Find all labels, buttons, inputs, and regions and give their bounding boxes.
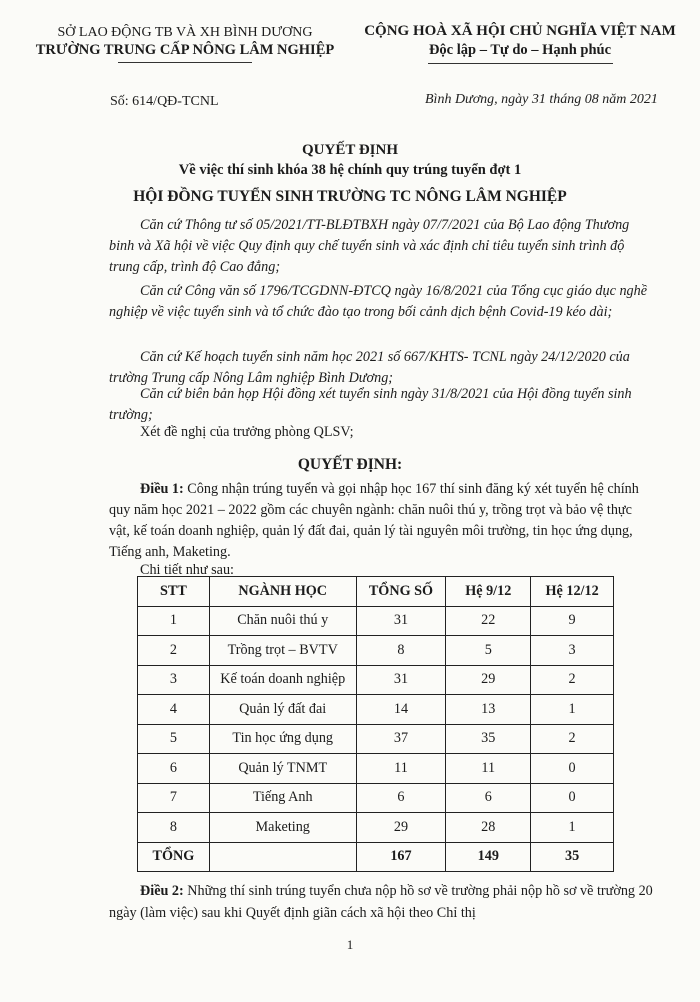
article-2-text: Những thí sinh trúng tuyển chưa nộp hồ sơ về trường phải nộp hồ sơ về trường 20 ngày (làm việc) sau khi Quyết định giãn cách xã hội theo Chỉ thị (109, 883, 653, 921)
article-1 (109, 479, 654, 563)
cell-major: Maketing (209, 813, 356, 843)
cell-12-12: 1 (531, 813, 614, 843)
proposal-line: Xét đề nghị của trưởng phòng QLSV; (140, 424, 354, 440)
cell-stt: 1 (138, 606, 210, 636)
cell-12-12: 1 (531, 695, 614, 725)
national-header (345, 22, 695, 60)
issuing-authority (30, 24, 340, 59)
cell-9-12: 6 (446, 783, 531, 813)
cell-major: Tiếng Anh (209, 783, 356, 813)
cell-9-12: 35 (446, 724, 531, 754)
table-row (138, 783, 614, 813)
decision-heading: QUYẾT ĐỊNH: (297, 456, 403, 473)
cell-total: 29 (356, 813, 446, 843)
cell-12-12: 3 (531, 636, 614, 666)
decision-title: QUYẾT ĐỊNH (302, 142, 398, 158)
agency-name: SỞ LAO ĐỘNG TB VÀ XH BÌNH DƯƠNG (57, 25, 313, 40)
cell-9-12: 22 (446, 606, 531, 636)
detail-label: Chi tiết như sau: (140, 562, 234, 578)
cell-major: Trồng trọt – BVTV (209, 636, 356, 666)
cell-9-12: 11 (446, 754, 531, 784)
cell-major: Quản lý TNMT (209, 754, 356, 784)
cell-stt: 5 (138, 724, 210, 754)
table-row (138, 754, 614, 784)
article-2 (109, 880, 654, 924)
enrollment-table (137, 576, 614, 872)
table-header-row (138, 577, 614, 607)
basis-paragraph: Căn cứ Công văn số 1796/TCGDNN-ĐTCQ ngày 16/8/2021 của Tổng cục giáo dục nghề nghiệp về việc tuyển sinh và tổ chức đào tạo trong bối cảnh dịch bệnh Covid-19 kéo dài; (109, 283, 648, 320)
cell-9-12: 28 (446, 813, 531, 843)
article-1-text: Công nhận trúng tuyển và gọi nhập học 167 thí sinh đăng ký xét tuyển hệ chính quy năm học 2021 – 2022 gồm các chuyên ngành: chăn nuôi thú y, trồng trọt và bảo vệ thực vật, kế toán doanh nghiệp, quản lý đất đai, quản lý tài nguyên môi trường, tin học ứng dụng, Tiếng anh, Maketing. (109, 481, 639, 560)
total-count: 167 (356, 842, 446, 872)
cell-major: Quản lý đất đai (209, 695, 356, 725)
table-row (138, 695, 614, 725)
basis-paragraph: Căn cứ Kế hoạch tuyển sinh năm học 2021 số 667/KHTS- TCNL ngày 24/12/2020 của trường Trung cấp Nông Lâm nghiệp Bình Dương; (109, 349, 630, 386)
basis-paragraph: Căn cứ biên bản họp Hội đồng xét tuyển sinh ngày 31/8/2021 của Hội đồng tuyển sinh trường; (109, 386, 632, 423)
decision-subject: Về việc thí sinh khóa 38 hệ chính quy trúng tuyển đợt 1 (178, 162, 522, 178)
total-9-12: 149 (446, 842, 531, 872)
basis-paragraph: Căn cứ Thông tư số 05/2021/TT-BLĐTBXH ngày 07/7/2021 của Bộ Lao động Thương binh và Xã hội về việc Quy định quy chế tuyển sinh và xác định chỉ tiêu tuyển sinh trình độ trung cấp, trình độ Cao đẳng; (109, 217, 630, 275)
article-2-label: Điều 2: (140, 883, 184, 899)
cell-total: 6 (356, 783, 446, 813)
header-9-12: Hệ 9/12 (446, 577, 531, 607)
total-12-12: 35 (531, 842, 614, 872)
cell-major: Kế toán doanh nghiệp (209, 665, 356, 695)
table-row (138, 665, 614, 695)
cell-total: 14 (356, 695, 446, 725)
table-row (138, 724, 614, 754)
cell-stt: 7 (138, 783, 210, 813)
header-12-12: Hệ 12/12 (531, 577, 614, 607)
article-1-label: Điều 1: (140, 481, 184, 497)
cell-12-12: 2 (531, 724, 614, 754)
cell-12-12: 0 (531, 783, 614, 813)
total-label: TỔNG (138, 842, 210, 872)
cell-12-12: 0 (531, 754, 614, 784)
table-row (138, 636, 614, 666)
total-empty (209, 842, 356, 872)
school-name: TRƯỜNG TRUNG CẤP NÔNG LÂM NGHIỆP (35, 42, 335, 58)
cell-stt: 3 (138, 665, 210, 695)
document-number: Số: 614/QĐ-TCNL (110, 94, 219, 109)
national-motto: Độc lập – Tự do – Hạnh phúc (428, 42, 612, 58)
table-total-row (138, 842, 614, 872)
cell-total: 8 (356, 636, 446, 666)
school-underline (118, 62, 252, 63)
header-major: NGÀNH HỌC (209, 577, 356, 607)
place-date: Bình Dương, ngày 31 tháng 08 năm 2021 (425, 92, 658, 107)
motto-underline (428, 63, 613, 64)
cell-9-12: 5 (446, 636, 531, 666)
cell-total: 31 (356, 606, 446, 636)
cell-9-12: 29 (446, 665, 531, 695)
cell-major: Tin học ứng dụng (209, 724, 356, 754)
cell-total: 31 (356, 665, 446, 695)
table-row (138, 606, 614, 636)
header-total: TỔNG SỐ (356, 577, 446, 607)
council-name: HỘI ĐỒNG TUYỂN SINH TRƯỜNG TC NÔNG LÂM NGHIỆP (133, 188, 567, 205)
cell-12-12: 9 (531, 606, 614, 636)
cell-stt: 8 (138, 813, 210, 843)
cell-stt: 2 (138, 636, 210, 666)
cell-total: 37 (356, 724, 446, 754)
cell-total: 11 (356, 754, 446, 784)
cell-major: Chăn nuôi thú y (209, 606, 356, 636)
cell-9-12: 13 (446, 695, 531, 725)
page-number: 1 (346, 937, 354, 952)
table-row (138, 813, 614, 843)
header-stt: STT (138, 577, 210, 607)
nation-name: CỘNG HOÀ XÃ HỘI CHỦ NGHĨA VIỆT NAM (364, 23, 676, 39)
cell-stt: 4 (138, 695, 210, 725)
cell-12-12: 2 (531, 665, 614, 695)
cell-stt: 6 (138, 754, 210, 784)
